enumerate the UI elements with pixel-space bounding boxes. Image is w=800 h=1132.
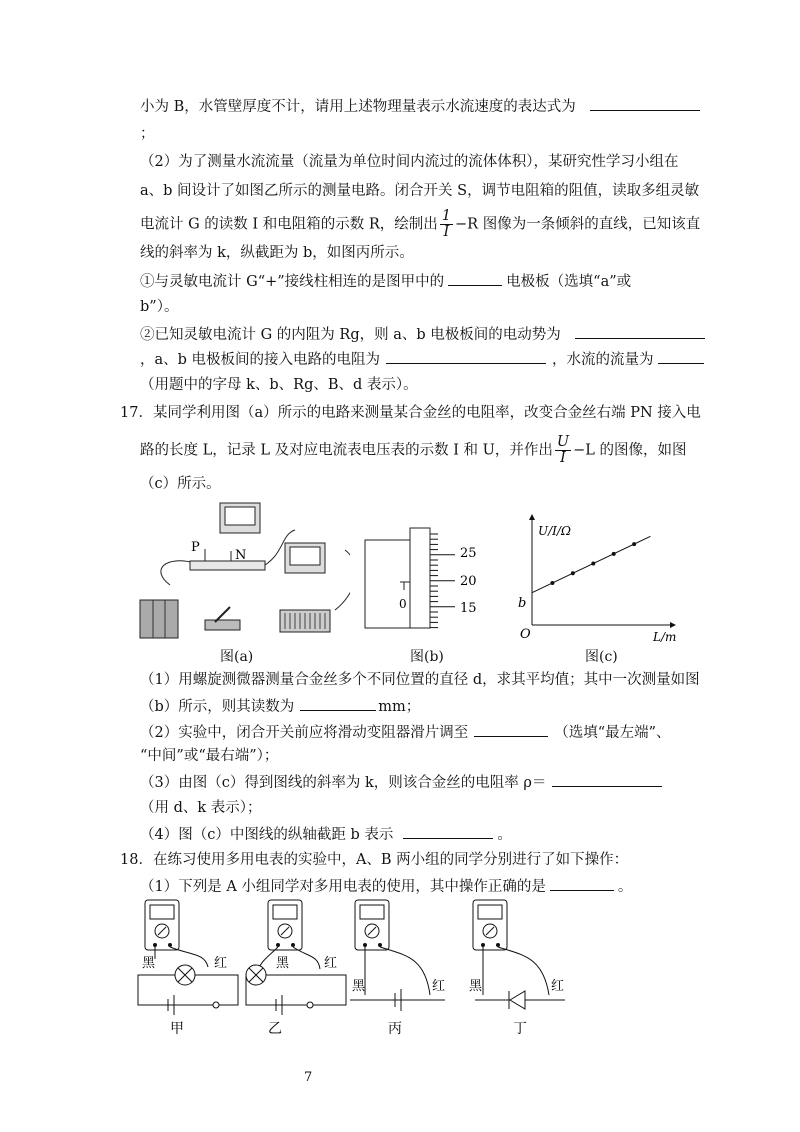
text-line: b”）。 — [140, 299, 179, 315]
text-line: （1）用螺旋测微器测量合金丝多个不同位置的直径 d，求其平均值；其中一次测量如图 — [140, 672, 700, 688]
fraction-1-over-I: $\frac{1}{I}$ — [441, 208, 452, 240]
question-17: 17．某同学利用图（a）所示的电路来测量某合金丝的电阻率，改变合金丝右端 PN 接入电 — [120, 405, 701, 421]
label-bing: 丙 — [388, 1021, 402, 1037]
page-number: 7 — [304, 1070, 313, 1085]
c-data-point — [550, 581, 554, 585]
text-line: （用题中的字母 k、b、Rg、B、d 表示）。 — [140, 377, 418, 393]
label-black: 黑 — [469, 979, 483, 994]
caption-c: 图(c) — [585, 649, 618, 665]
figure-a-circuit — [135, 495, 350, 645]
text-line: ，a、b 电极板间的接入电路的电阻为 ，水流的流量为 — [140, 349, 704, 370]
micrometer-frame — [365, 540, 410, 628]
answer-blank[interactable] — [550, 876, 614, 891]
label-black: 黑 — [142, 956, 156, 971]
c-data-point — [612, 552, 616, 556]
label-P: P — [191, 540, 200, 555]
c-intercept-label: b — [518, 596, 527, 611]
label-black: 黑 — [276, 956, 290, 971]
meter-yi — [246, 900, 346, 1037]
c-data-point — [571, 571, 575, 575]
answer-blank[interactable] — [590, 96, 700, 111]
label-yi: 乙 — [268, 1021, 282, 1037]
micrometer-thimble — [410, 528, 430, 628]
diode-icon — [510, 991, 525, 1009]
text-line: （3）由图（c）得到图线的斜率为 k，则该合金丝的电阻率 ρ＝ — [140, 772, 662, 793]
label-red: 红 — [432, 979, 446, 994]
answer-blank[interactable] — [448, 271, 502, 286]
caption-a: 图(a) — [220, 649, 254, 665]
answer-blank[interactable] — [575, 324, 705, 339]
meter-ding — [469, 900, 565, 1037]
meter-bing — [350, 900, 445, 1037]
sleeve-zero: 0 — [399, 597, 407, 611]
text-line: ②已知灵敏电流计 G 的内阻为 Rg，则 a、b 电极板间的电动势为 — [140, 324, 705, 345]
label-N: N — [235, 548, 247, 563]
battery-pack — [140, 600, 178, 638]
label-red: 红 — [324, 956, 338, 971]
text-line: 小为 B，水管壁厚度不计，请用上述物理量表示水流速度的表达式为 — [140, 96, 700, 117]
answer-blank[interactable] — [300, 696, 376, 711]
text-line: （b）所示，则其读数为 mm； — [140, 696, 420, 717]
label-red: 红 — [214, 956, 228, 971]
text-line: 电流计 G 的读数 I 和电阻箱的示数 R，绘制出 $\frac{1}{I}$ −R 图像为一条倾斜的直线，已知该直 — [140, 208, 701, 240]
text-line: （用 d、k 表示）； — [140, 800, 262, 816]
c-origin: O — [520, 627, 531, 642]
answer-blank[interactable] — [386, 349, 546, 364]
text-line: （2）为了测量水流流量（流量为单位时间内流过的流体体积），某研究性学习小组在 — [140, 154, 679, 170]
c-data-point — [632, 542, 636, 546]
resistance-wire-board — [190, 561, 265, 570]
tick-15: 15 — [460, 601, 477, 616]
c-data-point — [591, 562, 595, 566]
tick-20: 20 — [460, 574, 477, 589]
text-line: 线的斜率为 k，纵截距为 b，如图丙所示。 — [140, 245, 414, 261]
label-black: 黑 — [352, 979, 366, 994]
multimeter-diagrams — [130, 895, 580, 1040]
figure-b-micrometer — [360, 520, 495, 630]
text-line: “中间”或“最右端”）； — [140, 748, 279, 764]
caption-b: 图(b) — [410, 649, 444, 665]
switch — [205, 620, 240, 630]
answer-blank[interactable] — [552, 772, 662, 787]
label-red: 红 — [551, 979, 565, 994]
tick-25: 25 — [460, 546, 477, 561]
answer-blank[interactable] — [403, 824, 493, 839]
c-y-label: U/I/Ω — [538, 524, 571, 538]
text-line: ； — [140, 126, 155, 142]
text-line: 路的长度 L，记录 L 及对应电流表电压表的示数 I 和 U，并作出 $\frac{U}{I}$ −L 的图像，如图 — [140, 434, 687, 466]
text-line: （c）所示。 — [140, 476, 221, 492]
label-jia: 甲 — [170, 1021, 184, 1037]
text-line: ①与灵敏电流计 G“+”接线柱相连的是图甲中的 电极板（选填“a”或 — [140, 271, 631, 292]
text-line: a、b 间设计了如图乙所示的测量电路。闭合开关 S，调节电阻箱的阻值，读取多组灵敏 — [140, 183, 700, 199]
figure-c-chart — [510, 505, 685, 645]
text-line: （2）实验中，闭合开关前应将滑动变阻器滑片调至 （选填“最左端”、 — [140, 722, 671, 743]
label-ding: 丁 — [513, 1021, 527, 1037]
meter-jia — [138, 900, 238, 1037]
c-x-label: L/m — [653, 630, 677, 644]
answer-blank[interactable] — [658, 349, 704, 364]
text-line: （1）下列是 A 小组同学对多用电表的使用，其中操作正确的是 。 — [140, 876, 632, 897]
question-18: 18．在练习使用多用电表的实验中，A、B 两小组的同学分别进行了如下操作： — [120, 852, 629, 868]
text-line: （4）图（c）中图线的纵轴截距 b 表示 。 — [140, 824, 512, 845]
answer-blank[interactable] — [474, 722, 548, 737]
fraction-U-over-I: $\frac{U}{I}$ — [556, 434, 570, 466]
